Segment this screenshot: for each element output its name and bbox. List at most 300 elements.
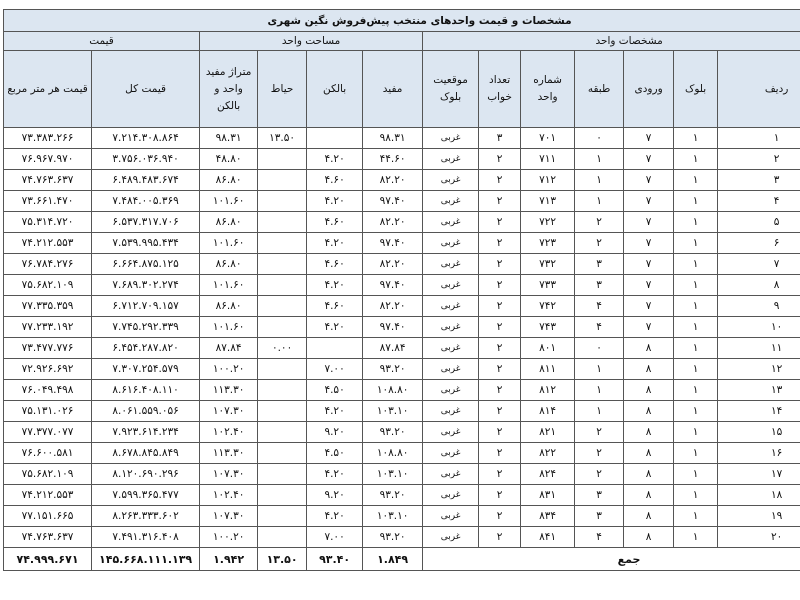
cell-unit-number: ۷۳۳ (521, 275, 575, 296)
cell-price-per-m2: ۷۶.۹۶۷.۹۷۰ (4, 149, 92, 170)
header-balcony: بالکن (307, 51, 363, 128)
cell-block: ۱ (674, 317, 718, 338)
cell-block: ۱ (674, 275, 718, 296)
cell-price-per-m2: ۷۷.۳۳۵.۳۵۹ (4, 296, 92, 317)
table-row (4, 485, 800, 506)
cell-useful-plus-balcony: ۱۰۰.۲۰ (200, 359, 258, 380)
cell-floor: ۲ (575, 464, 624, 485)
cell-total-price: ۷.۶۸۹.۳۰۲.۲۷۴ (92, 275, 200, 296)
cell-total-price: ۷.۹۲۳.۶۱۴.۲۳۴ (92, 422, 200, 443)
cell-yard (258, 527, 307, 548)
cell-yard (258, 191, 307, 212)
cell-balcony: ۴.۲۰ (307, 233, 363, 254)
cell-entrance: ۸ (624, 422, 674, 443)
cell-row-number: ۱۷ (718, 464, 800, 485)
cell-useful-plus-balcony: ۸۷.۸۴ (200, 338, 258, 359)
cell-yard (258, 422, 307, 443)
cell-block-position: غربی (423, 359, 479, 380)
cell-entrance: ۷ (624, 149, 674, 170)
cell-unit-number: ۷۱۳ (521, 191, 575, 212)
cell-bedrooms: ۲ (479, 338, 521, 359)
cell-price-per-m2: ۷۳.۶۶۱.۴۷۰ (4, 191, 92, 212)
cell-block: ۱ (674, 191, 718, 212)
header-yard: حیاط (258, 51, 307, 128)
cell-price-per-m2: ۷۲.۹۲۶.۶۹۲ (4, 359, 92, 380)
table-row (4, 128, 800, 149)
cell-block: ۱ (674, 527, 718, 548)
cell-block-position: غربی (423, 464, 479, 485)
header-bedrooms: تعداد خواب (479, 51, 521, 128)
cell-unit-number: ۷۱۲ (521, 170, 575, 191)
cell-unit-number: ۸۳۴ (521, 506, 575, 527)
table-row (4, 422, 800, 443)
cell-useful-area: ۹۸.۳۱ (363, 128, 423, 149)
cell-price-per-m2: ۷۴.۷۶۳.۶۳۷ (4, 170, 92, 191)
header-useful-area: مفید (363, 51, 423, 128)
table-row (4, 233, 800, 254)
cell-price-per-m2: ۷۶.۷۸۴.۲۷۶ (4, 254, 92, 275)
cell-entrance: ۷ (624, 212, 674, 233)
cell-price-per-m2: ۷۵.۳۱۴.۷۲۰ (4, 212, 92, 233)
cell-balcony: ۴.۶۰ (307, 296, 363, 317)
cell-row-number: ۱۰ (718, 317, 800, 338)
cell-useful-plus-balcony: ۱۰۷.۳۰ (200, 464, 258, 485)
cell-row-number: ۸ (718, 275, 800, 296)
cell-row-number: ۱۴ (718, 401, 800, 422)
cell-floor: ۳ (575, 485, 624, 506)
cell-balcony: ۴.۲۰ (307, 275, 363, 296)
cell-floor: ۴ (575, 296, 624, 317)
cell-price-per-m2: ۷۳.۴۷۷.۷۷۶ (4, 338, 92, 359)
units-table (3, 9, 800, 571)
cell-bedrooms: ۲ (479, 506, 521, 527)
cell-useful-plus-balcony: ۱۰۷.۳۰ (200, 401, 258, 422)
header-unit-number: شماره واحد (521, 51, 575, 128)
cell-bedrooms: ۲ (479, 359, 521, 380)
cell-row-number: ۱۳ (718, 380, 800, 401)
cell-useful-plus-balcony: ۱۱۳.۳۰ (200, 443, 258, 464)
cell-price-per-m2: ۷۵.۱۳۱.۰۲۶ (4, 401, 92, 422)
cell-yard (258, 296, 307, 317)
cell-row-number: ۲ (718, 149, 800, 170)
cell-price-per-m2: ۷۴.۲۱۲.۵۵۳ (4, 233, 92, 254)
cell-floor: ۱ (575, 359, 624, 380)
cell-entrance: ۸ (624, 443, 674, 464)
cell-bedrooms: ۲ (479, 527, 521, 548)
cell-block-position: غربی (423, 380, 479, 401)
header-block-position: موقعیت بلوک (423, 51, 479, 128)
cell-block-position: غربی (423, 254, 479, 275)
cell-bedrooms: ۲ (479, 149, 521, 170)
cell-block-position: غربی (423, 443, 479, 464)
cell-price-per-m2: ۷۵.۶۸۲.۱۰۹ (4, 275, 92, 296)
cell-block-position: غربی (423, 233, 479, 254)
cell-floor: ۲ (575, 422, 624, 443)
cell-balcony: ۷.۰۰ (307, 359, 363, 380)
cell-balcony: ۴.۶۰ (307, 254, 363, 275)
cell-total-price: ۷.۷۴۵.۲۹۲.۳۳۹ (92, 317, 200, 338)
cell-bedrooms: ۲ (479, 191, 521, 212)
cell-unit-number: ۷۱۱ (521, 149, 575, 170)
header-entrance: ورودی (624, 51, 674, 128)
cell-floor: ۳ (575, 275, 624, 296)
cell-useful-area: ۹۷.۴۰ (363, 233, 423, 254)
cell-row-number: ۱۲ (718, 359, 800, 380)
cell-floor: ۳ (575, 254, 624, 275)
cell-useful-area: ۹۷.۴۰ (363, 191, 423, 212)
cell-floor: ۰ (575, 338, 624, 359)
cell-bedrooms: ۲ (479, 212, 521, 233)
cell-row-number: ۱۱ (718, 338, 800, 359)
cell-block: ۱ (674, 401, 718, 422)
cell-total-price: ۶.۷۱۲.۷۰۹.۱۵۷ (92, 296, 200, 317)
cell-useful-area: ۱۰۸.۸۰ (363, 443, 423, 464)
cell-total-price: ۷.۳۰۷.۲۵۴.۵۷۹ (92, 359, 200, 380)
cell-block: ۱ (674, 506, 718, 527)
cell-bedrooms: ۲ (479, 401, 521, 422)
cell-block-position: غربی (423, 128, 479, 149)
cell-yard (258, 254, 307, 275)
cell-yard (258, 170, 307, 191)
cell-total-price: ۳.۷۵۶.۰۳۶.۹۴۰ (92, 149, 200, 170)
cell-useful-area: ۹۳.۲۰ (363, 485, 423, 506)
cell-block-position: غربی (423, 212, 479, 233)
cell-total-price: ۶.۶۶۴.۸۷۵.۱۲۵ (92, 254, 200, 275)
cell-bedrooms: ۳ (479, 128, 521, 149)
cell-useful-area: ۹۷.۴۰ (363, 317, 423, 338)
cell-block-position: غربی (423, 296, 479, 317)
cell-balcony: ۴.۲۰ (307, 191, 363, 212)
cell-floor: ۱ (575, 149, 624, 170)
cell-price-per-m2: ۷۷.۳۷۷.۰۷۷ (4, 422, 92, 443)
cell-balcony: ۴.۶۰ (307, 212, 363, 233)
cell-block: ۱ (674, 338, 718, 359)
cell-yard: ۱۳.۵۰ (258, 128, 307, 149)
cell-bedrooms: ۲ (479, 170, 521, 191)
cell-row-number: ۷ (718, 254, 800, 275)
cell-total-price: ۶.۴۵۴.۲۸۷.۸۲۰ (92, 338, 200, 359)
cell-block: ۱ (674, 485, 718, 506)
cell-total-price: ۸.۶۷۸.۸۴۵.۸۴۹ (92, 443, 200, 464)
total-useful-area: ۱.۸۴۹ (363, 548, 423, 571)
cell-unit-number: ۸۲۲ (521, 443, 575, 464)
table-row (4, 359, 800, 380)
cell-block-position: غربی (423, 527, 479, 548)
cell-yard (258, 506, 307, 527)
cell-unit-number: ۸۱۱ (521, 359, 575, 380)
cell-row-number: ۹ (718, 296, 800, 317)
cell-row-number: ۱ (718, 128, 800, 149)
cell-useful-plus-balcony: ۱۰۷.۳۰ (200, 506, 258, 527)
cell-block: ۱ (674, 233, 718, 254)
cell-yard (258, 380, 307, 401)
cell-useful-plus-balcony: ۹۸.۳۱ (200, 128, 258, 149)
cell-entrance: ۷ (624, 275, 674, 296)
cell-block-position: غربی (423, 401, 479, 422)
cell-block-position: غربی (423, 275, 479, 296)
cell-entrance: ۷ (624, 191, 674, 212)
totals-label: جمع (423, 548, 800, 571)
table-row (4, 527, 800, 548)
cell-total-price: ۷.۴۹۱.۳۱۶.۴۰۸ (92, 527, 200, 548)
cell-unit-number: ۷۴۲ (521, 296, 575, 317)
cell-unit-number: ۸۲۱ (521, 422, 575, 443)
cell-useful-area: ۱۰۳.۱۰ (363, 401, 423, 422)
cell-useful-area: ۸۲.۲۰ (363, 254, 423, 275)
cell-balcony: ۹.۲۰ (307, 485, 363, 506)
cell-entrance: ۸ (624, 380, 674, 401)
cell-useful-plus-balcony: ۱۰۲.۴۰ (200, 422, 258, 443)
cell-yard (258, 233, 307, 254)
cell-total-price: ۸.۱۲۰.۶۹۰.۲۹۶ (92, 464, 200, 485)
cell-floor: ۱ (575, 401, 624, 422)
header-price-per-m2: قیمت هر متر مربع (4, 51, 92, 128)
cell-floor: ۴ (575, 317, 624, 338)
cell-entrance: ۷ (624, 254, 674, 275)
cell-useful-plus-balcony: ۸۶.۸۰ (200, 296, 258, 317)
cell-useful-plus-balcony: ۱۰۱.۶۰ (200, 191, 258, 212)
unit-price-sheet (3, 9, 795, 595)
cell-bedrooms: ۲ (479, 254, 521, 275)
cell-entrance: ۷ (624, 317, 674, 338)
table-row (4, 317, 800, 338)
cell-price-per-m2: ۷۵.۶۸۲.۱۰۹ (4, 464, 92, 485)
cell-unit-number: ۷۴۳ (521, 317, 575, 338)
cell-block: ۱ (674, 359, 718, 380)
cell-bedrooms: ۲ (479, 275, 521, 296)
cell-unit-number: ۸۴۱ (521, 527, 575, 548)
cell-bedrooms: ۲ (479, 380, 521, 401)
cell-useful-plus-balcony: ۱۰۲.۴۰ (200, 485, 258, 506)
cell-floor: ۴ (575, 527, 624, 548)
cell-floor: ۱ (575, 191, 624, 212)
cell-unit-number: ۸۱۴ (521, 401, 575, 422)
table-row (4, 191, 800, 212)
cell-unit-number: ۷۳۲ (521, 254, 575, 275)
cell-entrance: ۷ (624, 233, 674, 254)
cell-entrance: ۷ (624, 296, 674, 317)
header-useful-plus-balcony: متراژ مفید واحد و بالکن (200, 51, 258, 128)
cell-useful-plus-balcony: ۸۶.۸۰ (200, 170, 258, 191)
cell-bedrooms: ۲ (479, 317, 521, 338)
cell-row-number: ۲۰ (718, 527, 800, 548)
cell-block-position: غربی (423, 338, 479, 359)
table-row (4, 464, 800, 485)
cell-balcony: ۴.۲۰ (307, 149, 363, 170)
title-row (4, 10, 800, 32)
cell-total-price: ۶.۴۸۹.۴۸۳.۶۷۴ (92, 170, 200, 191)
table-title: مشخصات و قیمت واحدهای منتخب پیش‌فروش نگین شهری (4, 10, 800, 32)
cell-useful-plus-balcony: ۱۰۰.۲۰ (200, 527, 258, 548)
cell-yard (258, 443, 307, 464)
cell-entrance: ۸ (624, 464, 674, 485)
cell-useful-area: ۱۰۳.۱۰ (363, 464, 423, 485)
cell-yard (258, 149, 307, 170)
table-row (4, 149, 800, 170)
cell-total-price: ۸.۶۱۶.۴۰۸.۱۱۰ (92, 380, 200, 401)
cell-yard (258, 401, 307, 422)
cell-entrance: ۸ (624, 338, 674, 359)
cell-bedrooms: ۲ (479, 233, 521, 254)
cell-balcony (307, 128, 363, 149)
cell-unit-number: ۷۲۳ (521, 233, 575, 254)
cell-block: ۱ (674, 170, 718, 191)
cell-total-price: ۷.۴۸۴.۰۰۵.۳۶۹ (92, 191, 200, 212)
total-yard: ۱۳.۵۰ (258, 548, 307, 571)
cell-useful-area: ۱۰۸.۸۰ (363, 380, 423, 401)
cell-block: ۱ (674, 212, 718, 233)
cell-entrance: ۸ (624, 527, 674, 548)
cell-floor: ۱ (575, 380, 624, 401)
cell-row-number: ۱۵ (718, 422, 800, 443)
total-useful-plus-balcony: ۱.۹۴۲ (200, 548, 258, 571)
cell-balcony: ۴.۲۰ (307, 506, 363, 527)
cell-yard (258, 317, 307, 338)
cell-price-per-m2: ۷۴.۷۶۳.۶۳۷ (4, 527, 92, 548)
table-row (4, 506, 800, 527)
cell-useful-area: ۸۲.۲۰ (363, 296, 423, 317)
table-row (4, 443, 800, 464)
totals-row (4, 548, 800, 571)
cell-yard (258, 212, 307, 233)
group-area: مساحت واحد (200, 32, 423, 51)
cell-price-per-m2: ۷۳.۳۸۳.۲۶۶ (4, 128, 92, 149)
cell-total-price: ۸.۲۶۳.۳۳۳.۶۰۲ (92, 506, 200, 527)
cell-entrance: ۸ (624, 401, 674, 422)
table-row (4, 338, 800, 359)
cell-price-per-m2: ۷۷.۲۳۳.۱۹۲ (4, 317, 92, 338)
cell-block-position: غربی (423, 149, 479, 170)
cell-useful-area: ۹۷.۴۰ (363, 275, 423, 296)
cell-useful-area: ۹۳.۲۰ (363, 422, 423, 443)
cell-row-number: ۱۶ (718, 443, 800, 464)
cell-total-price: ۷.۵۹۹.۳۶۵.۴۷۷ (92, 485, 200, 506)
cell-useful-area: ۹۳.۲۰ (363, 527, 423, 548)
cell-balcony: ۴.۲۰ (307, 401, 363, 422)
cell-block: ۱ (674, 149, 718, 170)
table-row (4, 275, 800, 296)
cell-useful-plus-balcony: ۱۰۱.۶۰ (200, 275, 258, 296)
cell-yard (258, 359, 307, 380)
cell-bedrooms: ۲ (479, 422, 521, 443)
cell-block: ۱ (674, 296, 718, 317)
cell-balcony: ۴.۶۰ (307, 170, 363, 191)
cell-floor: ۲ (575, 443, 624, 464)
group-header-row (4, 32, 800, 51)
cell-block: ۱ (674, 464, 718, 485)
table-row (4, 401, 800, 422)
cell-entrance: ۷ (624, 128, 674, 149)
group-unit-specs: مشخصات واحد (423, 32, 800, 51)
cell-useful-area: ۱۰۳.۱۰ (363, 506, 423, 527)
cell-floor: ۱ (575, 170, 624, 191)
cell-entrance: ۸ (624, 359, 674, 380)
cell-block: ۱ (674, 422, 718, 443)
cell-row-number: ۱۸ (718, 485, 800, 506)
cell-floor: ۲ (575, 212, 624, 233)
cell-useful-plus-balcony: ۱۰۱.۶۰ (200, 317, 258, 338)
cell-block: ۱ (674, 128, 718, 149)
total-price-sum: ۱۴۵.۶۶۸.۱۱۱.۱۳۹ (92, 548, 200, 571)
cell-block: ۱ (674, 380, 718, 401)
cell-balcony: ۷.۰۰ (307, 527, 363, 548)
cell-yard (258, 275, 307, 296)
cell-balcony: ۴.۲۰ (307, 317, 363, 338)
cell-useful-area: ۸۲.۲۰ (363, 212, 423, 233)
cell-bedrooms: ۲ (479, 296, 521, 317)
cell-bedrooms: ۲ (479, 443, 521, 464)
cell-unit-number: ۷۲۲ (521, 212, 575, 233)
cell-useful-area: ۹۳.۲۰ (363, 359, 423, 380)
cell-block-position: غربی (423, 485, 479, 506)
cell-row-number: ۶ (718, 233, 800, 254)
cell-yard: ۰.۰۰ (258, 338, 307, 359)
header-total-price: قیمت کل (92, 51, 200, 128)
header-row-number: ردیف (718, 51, 800, 128)
cell-bedrooms: ۲ (479, 485, 521, 506)
cell-unit-number: ۸۳۱ (521, 485, 575, 506)
table-row (4, 254, 800, 275)
cell-unit-number: ۷۰۱ (521, 128, 575, 149)
cell-balcony: ۴.۵۰ (307, 380, 363, 401)
cell-balcony: ۴.۵۰ (307, 443, 363, 464)
cell-balcony (307, 338, 363, 359)
cell-yard (258, 485, 307, 506)
cell-row-number: ۳ (718, 170, 800, 191)
cell-entrance: ۸ (624, 485, 674, 506)
total-balcony: ۹۳.۴۰ (307, 548, 363, 571)
cell-useful-plus-balcony: ۸۶.۸۰ (200, 254, 258, 275)
cell-useful-plus-balcony: ۸۶.۸۰ (200, 212, 258, 233)
cell-row-number: ۴ (718, 191, 800, 212)
cell-price-per-m2: ۷۷.۱۵۱.۶۶۵ (4, 506, 92, 527)
header-floor: طبقه (575, 51, 624, 128)
table-row (4, 170, 800, 191)
cell-balcony: ۹.۲۰ (307, 422, 363, 443)
cell-row-number: ۱۹ (718, 506, 800, 527)
header-block: بلوک (674, 51, 718, 128)
cell-yard (258, 464, 307, 485)
cell-price-per-m2: ۷۶.۶۰۰.۵۸۱ (4, 443, 92, 464)
cell-entrance: ۷ (624, 170, 674, 191)
cell-block-position: غربی (423, 506, 479, 527)
cell-balcony: ۴.۲۰ (307, 464, 363, 485)
table-row (4, 380, 800, 401)
cell-unit-number: ۸۱۲ (521, 380, 575, 401)
cell-useful-area: ۸۲.۲۰ (363, 170, 423, 191)
cell-block-position: غربی (423, 317, 479, 338)
cell-block: ۱ (674, 254, 718, 275)
cell-price-per-m2: ۷۶.۰۴۹.۴۹۸ (4, 380, 92, 401)
table-row (4, 296, 800, 317)
cell-total-price: ۷.۵۳۹.۹۹۵.۴۳۴ (92, 233, 200, 254)
cell-total-price: ۷.۲۱۴.۳۰۸.۸۶۴ (92, 128, 200, 149)
cell-unit-number: ۸۰۱ (521, 338, 575, 359)
cell-total-price: ۶.۵۳۷.۳۱۷.۷۰۶ (92, 212, 200, 233)
group-price: قیمت (4, 32, 200, 51)
cell-floor: ۰ (575, 128, 624, 149)
total-price-per-m2: ۷۴.۹۹۹.۶۷۱ (4, 548, 92, 571)
column-header-row (4, 51, 800, 128)
cell-unit-number: ۸۲۴ (521, 464, 575, 485)
cell-useful-plus-balcony: ۱۰۱.۶۰ (200, 233, 258, 254)
cell-block-position: غربی (423, 170, 479, 191)
cell-total-price: ۸.۰۶۱.۵۵۹.۰۵۶ (92, 401, 200, 422)
cell-useful-plus-balcony: ۱۱۳.۳۰ (200, 380, 258, 401)
cell-floor: ۲ (575, 233, 624, 254)
cell-price-per-m2: ۷۴.۲۱۲.۵۵۳ (4, 485, 92, 506)
cell-block-position: غربی (423, 422, 479, 443)
